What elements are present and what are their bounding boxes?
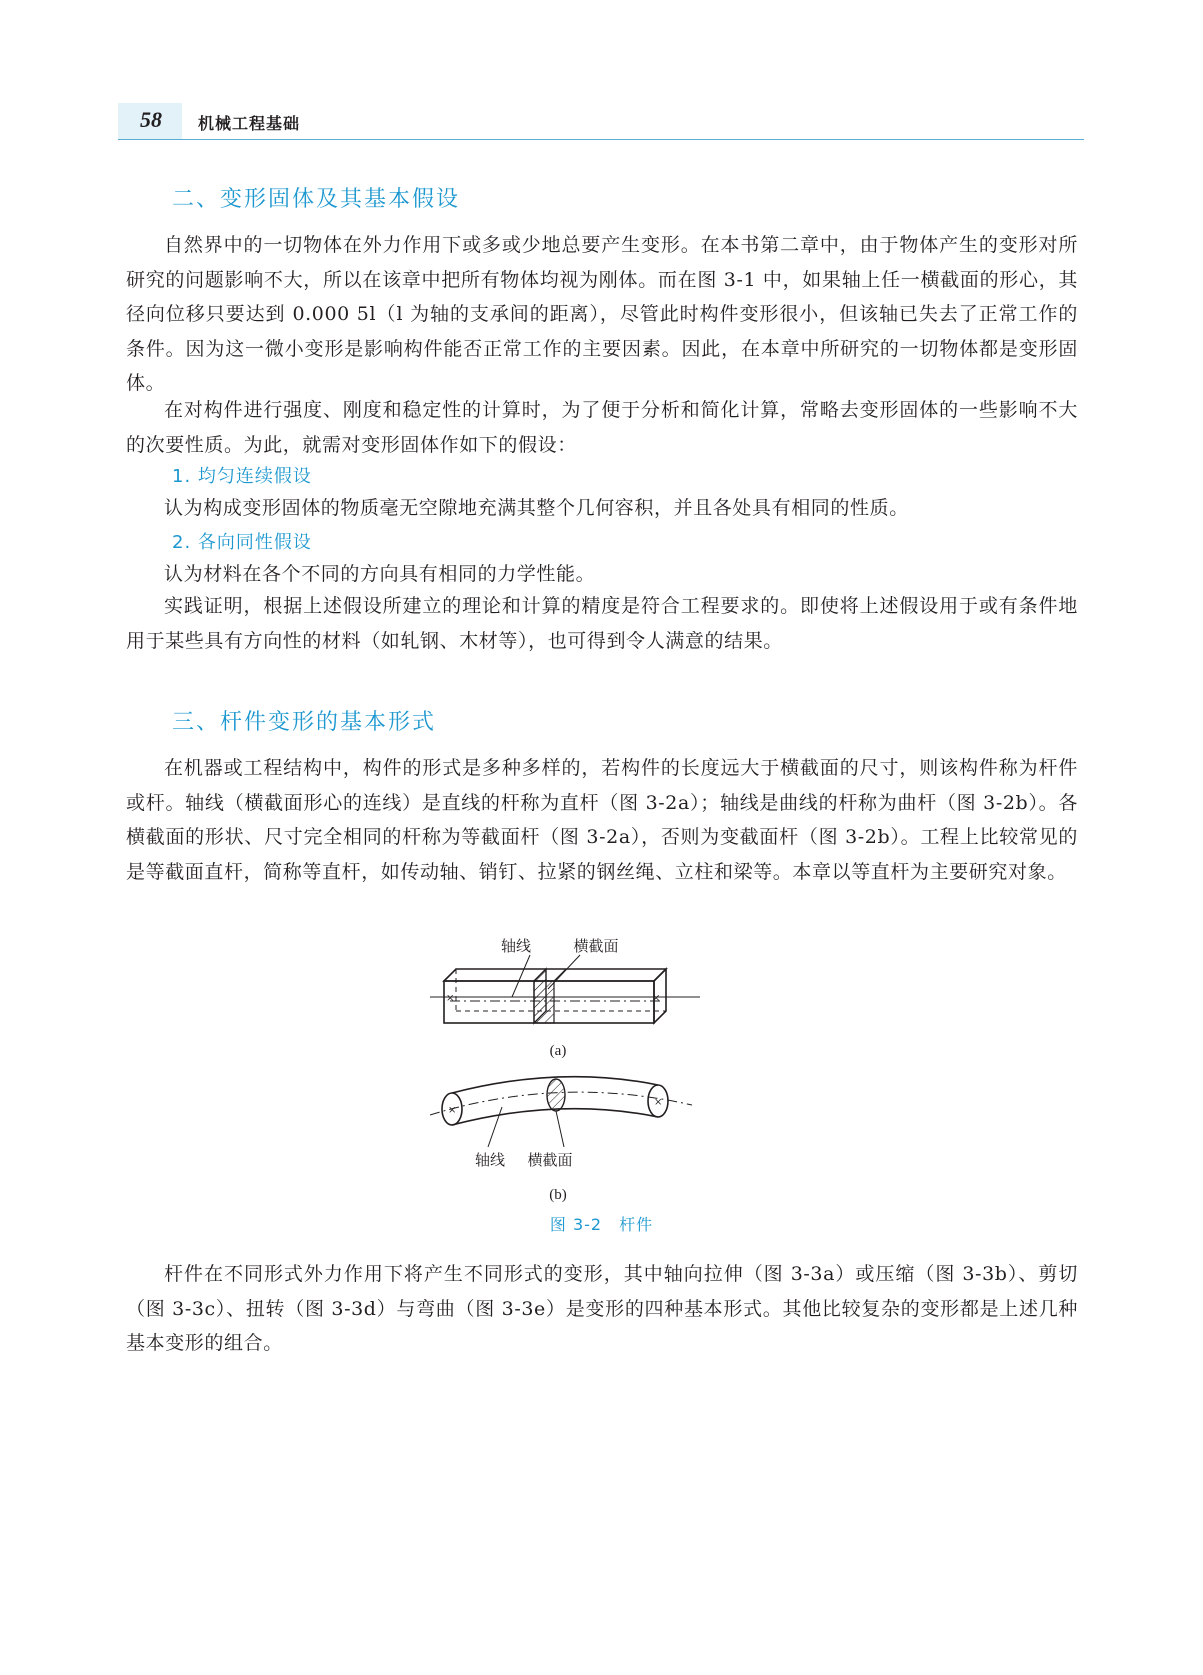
label-axis-a: 轴线 — [500, 937, 532, 955]
curved-bar-drawing — [430, 1077, 692, 1147]
svg-text:×: × — [448, 1105, 457, 1116]
section-title-deformable-solid: 二、变形固体及其基本假设 — [172, 187, 461, 212]
label-axis-b: 轴线 — [474, 1151, 506, 1169]
straight-bar-drawing — [430, 955, 700, 1023]
figure-caption: 图 3-2 杆件 — [549, 1215, 654, 1234]
paragraph: 在对构件进行强度、刚度和稳定性的计算时，为了便于分析和简化计算，常略去变形固体的一些影响不大的次要性质。为此，就需对变形固体作如下的假设： — [126, 399, 1078, 456]
page-number-box — [118, 103, 182, 139]
subsection-title-continuity: 1. 均匀连续假设 — [172, 466, 312, 487]
section-title-basic-forms: 三、杆件变形的基本形式 — [172, 710, 437, 735]
svg-text:×: × — [446, 993, 455, 1004]
figure-bar-members — [430, 925, 750, 1225]
label-section-a: 横截面 — [573, 937, 619, 955]
paragraph: 在机器或工程结构中，构件的形式是多种多样的，若构件的长度远大于横截面的尺寸，则该构件称为杆件或杆。轴线（横截面形心的连线）是直线的杆称为直杆（图 3-2a）；轴线是曲线的杆称为曲杆（图 3-2b）。各横截面的形状、尺寸完全相同的杆称为等截面杆（图 3-2a），否则为变截面杆（图 3-2b）。工程上比较常见的是等截面直杆，简称等直杆，如传动轴、销钉、拉紧的钢丝绳、立柱和梁等。本章以等直杆为主要研究对象。 — [126, 757, 1078, 883]
book-title: 机械工程基础 — [198, 114, 301, 133]
running-header — [118, 103, 1084, 140]
svg-text:×: × — [654, 1097, 663, 1108]
label-section-b: 横截面 — [527, 1151, 573, 1169]
subsection-title-isotropy: 2. 各向同性假设 — [172, 532, 312, 553]
paragraph: 认为构成变形固体的物质毫无空隙地充满其整个几何容积，并且各处具有相同的性质。 — [164, 497, 909, 519]
svg-text:×: × — [652, 993, 661, 1004]
paragraph: 杆件在不同形式外力作用下将产生不同形式的变形，其中轴向拉伸（图 3-3a）或压缩（图 3-3b）、剪切（图 3-3c）、扭转（图 3-3d）与弯曲（图 3-3e）是变形的四种基本形式。其他比较复杂的变形都是上述几种基本变形的组合。 — [126, 1263, 1078, 1354]
sub-caption-a: (a) — [549, 1043, 567, 1059]
sub-caption-b: (b) — [549, 1187, 567, 1203]
paragraph: 自然界中的一切物体在外力作用下或多或少地总要产生变形。在本书第二章中，由于物体产生的变形对所研究的问题影响不大，所以在该章中把所有物体均视为刚体。而在图 3-1 中，如果轴上任一横截面的形心，其径向位移只要达到 0.000 5l（l 为轴的支承间的距离），尽管此时构件变形很小，但该轴已失去了正常工作的条件。因为这一微小变形是影响构件能否正常工作的主要因素。因此，在本章中所研究的一切物体都是变形固体。 — [126, 234, 1078, 394]
paragraph: 实践证明，根据上述假设所建立的理论和计算的精度是符合工程要求的。即使将上述假设用于或有条件地用于某些具有方向性的材料（如轧钢、木材等），也可得到令人满意的结果。 — [126, 595, 1078, 652]
paragraph: 认为材料在各个不同的方向具有相同的力学性能。 — [164, 563, 596, 585]
page-number: 58 — [140, 107, 162, 132]
